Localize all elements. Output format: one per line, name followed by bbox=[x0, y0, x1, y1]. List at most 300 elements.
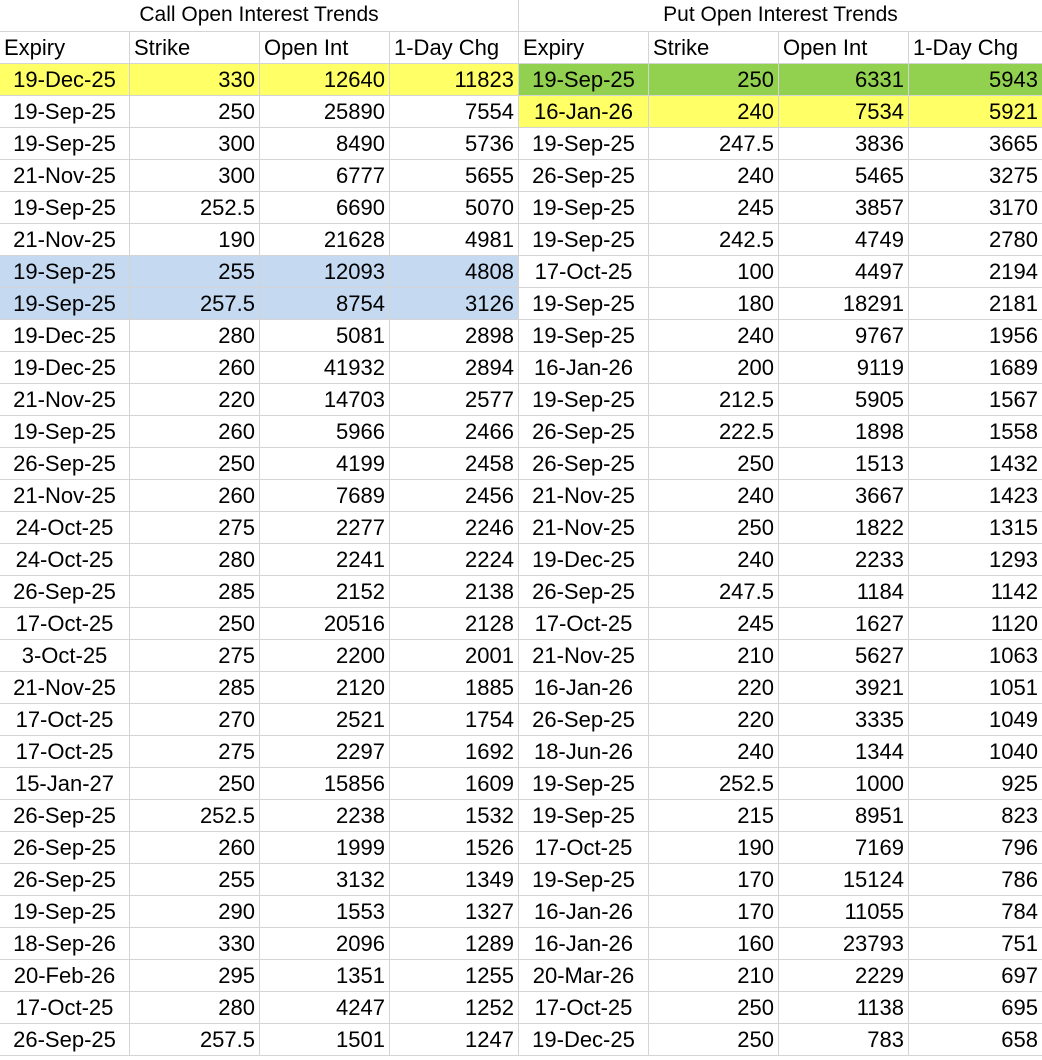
call-cell-expiry[interactable]: 18-Sep-26 bbox=[0, 928, 130, 960]
call-cell-strike[interactable]: 300 bbox=[130, 128, 260, 160]
call-cell-open-int[interactable]: 8754 bbox=[260, 288, 390, 320]
call-table-row bbox=[0, 512, 519, 544]
put-cell-chg[interactable]: 1423 bbox=[909, 480, 1042, 512]
call-cell-chg[interactable]: 1289 bbox=[390, 928, 519, 960]
call-cell-open-int[interactable]: 1553 bbox=[260, 896, 390, 928]
put-table-row bbox=[519, 736, 1042, 768]
call-cell-chg[interactable]: 2001 bbox=[390, 640, 519, 672]
put-cell-expiry[interactable]: 19-Sep-25 bbox=[519, 864, 649, 896]
call-cell-expiry[interactable]: 26-Sep-25 bbox=[0, 832, 130, 864]
put-cell-strike[interactable]: 250 bbox=[649, 512, 779, 544]
put-cell-open-int[interactable]: 9767 bbox=[779, 320, 909, 352]
call-cell-strike[interactable]: 220 bbox=[130, 384, 260, 416]
put-cell-strike[interactable]: 250 bbox=[649, 64, 779, 96]
put-cell-chg[interactable]: 1051 bbox=[909, 672, 1042, 704]
call-cell-open-int[interactable]: 1351 bbox=[260, 960, 390, 992]
call-cell-expiry[interactable]: 19-Sep-25 bbox=[0, 416, 130, 448]
put-cell-chg[interactable]: 2780 bbox=[909, 224, 1042, 256]
put-cell-expiry[interactable]: 21-Nov-25 bbox=[519, 512, 649, 544]
put-cell-expiry[interactable]: 19-Sep-25 bbox=[519, 64, 649, 96]
put-cell-open-int[interactable]: 3335 bbox=[779, 704, 909, 736]
call-cell-open-int[interactable]: 4247 bbox=[260, 992, 390, 1024]
call-cell-strike[interactable]: 270 bbox=[130, 704, 260, 736]
call-cell-expiry[interactable]: 19-Dec-25 bbox=[0, 352, 130, 384]
call-cell-strike[interactable]: 260 bbox=[130, 480, 260, 512]
call-cell-strike[interactable]: 330 bbox=[130, 928, 260, 960]
call-cell-open-int[interactable]: 12093 bbox=[260, 256, 390, 288]
put-cell-open-int[interactable]: 11055 bbox=[779, 896, 909, 928]
call-header-strike[interactable]: Strike bbox=[130, 32, 260, 64]
put-table-body bbox=[519, 64, 1042, 1056]
call-cell-expiry[interactable]: 3-Oct-25 bbox=[0, 640, 130, 672]
call-cell-open-int[interactable]: 5966 bbox=[260, 416, 390, 448]
put-cell-chg[interactable]: 2194 bbox=[909, 256, 1042, 288]
put-cell-open-int[interactable]: 5627 bbox=[779, 640, 909, 672]
put-table-row bbox=[519, 896, 1042, 928]
put-cell-chg[interactable]: 925 bbox=[909, 768, 1042, 800]
put-table-row bbox=[519, 192, 1042, 224]
call-cell-strike[interactable]: 275 bbox=[130, 640, 260, 672]
call-table bbox=[0, 32, 519, 1056]
call-cell-expiry[interactable]: 19-Sep-25 bbox=[0, 96, 130, 128]
put-header-expiry[interactable]: Expiry bbox=[519, 32, 649, 64]
put-table bbox=[519, 32, 1042, 1056]
call-cell-expiry[interactable]: 15-Jan-27 bbox=[0, 768, 130, 800]
put-cell-expiry[interactable]: 19-Dec-25 bbox=[519, 1024, 649, 1056]
put-cell-strike[interactable]: 247.5 bbox=[649, 576, 779, 608]
put-cell-open-int[interactable]: 7169 bbox=[779, 832, 909, 864]
put-cell-expiry[interactable]: 26-Sep-25 bbox=[519, 448, 649, 480]
call-cell-open-int[interactable]: 2297 bbox=[260, 736, 390, 768]
call-cell-chg[interactable]: 7554 bbox=[390, 96, 519, 128]
put-cell-open-int[interactable]: 9119 bbox=[779, 352, 909, 384]
call-cell-open-int[interactable]: 2241 bbox=[260, 544, 390, 576]
call-table-row bbox=[0, 544, 519, 576]
put-cell-strike[interactable]: 210 bbox=[649, 960, 779, 992]
put-cell-strike[interactable]: 222.5 bbox=[649, 416, 779, 448]
call-cell-strike[interactable]: 190 bbox=[130, 224, 260, 256]
call-cell-chg[interactable]: 11823 bbox=[390, 64, 519, 96]
put-cell-open-int[interactable]: 783 bbox=[779, 1024, 909, 1056]
call-cell-chg[interactable]: 1609 bbox=[390, 768, 519, 800]
call-cell-chg[interactable]: 4808 bbox=[390, 256, 519, 288]
call-table-row bbox=[0, 800, 519, 832]
call-cell-expiry[interactable]: 19-Sep-25 bbox=[0, 896, 130, 928]
call-cell-chg[interactable]: 1692 bbox=[390, 736, 519, 768]
put-cell-expiry[interactable]: 17-Oct-25 bbox=[519, 256, 649, 288]
put-cell-chg[interactable]: 796 bbox=[909, 832, 1042, 864]
call-cell-open-int[interactable]: 2200 bbox=[260, 640, 390, 672]
put-cell-expiry[interactable]: 19-Sep-25 bbox=[519, 288, 649, 320]
put-cell-open-int[interactable]: 4749 bbox=[779, 224, 909, 256]
put-cell-open-int[interactable]: 1822 bbox=[779, 512, 909, 544]
call-table-row bbox=[0, 352, 519, 384]
put-table-row bbox=[519, 512, 1042, 544]
call-cell-expiry[interactable]: 19-Sep-25 bbox=[0, 128, 130, 160]
call-cell-expiry[interactable]: 19-Sep-25 bbox=[0, 256, 130, 288]
call-cell-strike[interactable]: 275 bbox=[130, 736, 260, 768]
put-cell-open-int[interactable]: 1627 bbox=[779, 608, 909, 640]
put-cell-open-int[interactable]: 15124 bbox=[779, 864, 909, 896]
call-cell-strike[interactable]: 250 bbox=[130, 608, 260, 640]
put-cell-open-int[interactable]: 2233 bbox=[779, 544, 909, 576]
put-cell-expiry[interactable]: 17-Oct-25 bbox=[519, 992, 649, 1024]
call-cell-strike[interactable]: 250 bbox=[130, 96, 260, 128]
put-table-title[interactable]: Put Open Interest Trends bbox=[519, 0, 1042, 32]
call-cell-expiry[interactable]: 26-Sep-25 bbox=[0, 864, 130, 896]
call-cell-open-int[interactable]: 7689 bbox=[260, 480, 390, 512]
put-cell-chg[interactable]: 1567 bbox=[909, 384, 1042, 416]
call-cell-chg[interactable]: 2466 bbox=[390, 416, 519, 448]
call-cell-open-int[interactable]: 6690 bbox=[260, 192, 390, 224]
call-cell-strike[interactable]: 285 bbox=[130, 672, 260, 704]
call-cell-chg[interactable]: 1255 bbox=[390, 960, 519, 992]
put-cell-chg[interactable]: 1049 bbox=[909, 704, 1042, 736]
call-cell-expiry[interactable]: 26-Sep-25 bbox=[0, 800, 130, 832]
put-cell-strike[interactable]: 240 bbox=[649, 544, 779, 576]
call-cell-chg[interactable]: 2577 bbox=[390, 384, 519, 416]
put-cell-strike[interactable]: 220 bbox=[649, 704, 779, 736]
call-cell-strike[interactable]: 295 bbox=[130, 960, 260, 992]
put-cell-strike[interactable]: 242.5 bbox=[649, 224, 779, 256]
call-table-row bbox=[0, 96, 519, 128]
call-cell-strike[interactable]: 257.5 bbox=[130, 1024, 260, 1056]
call-cell-open-int[interactable]: 2521 bbox=[260, 704, 390, 736]
put-cell-strike[interactable]: 240 bbox=[649, 96, 779, 128]
put-cell-open-int[interactable]: 5465 bbox=[779, 160, 909, 192]
put-cell-strike[interactable]: 220 bbox=[649, 672, 779, 704]
put-cell-chg[interactable]: 5943 bbox=[909, 64, 1042, 96]
call-cell-open-int[interactable]: 6777 bbox=[260, 160, 390, 192]
call-cell-expiry[interactable]: 19-Dec-25 bbox=[0, 64, 130, 96]
call-table-row bbox=[0, 672, 519, 704]
call-cell-strike[interactable]: 300 bbox=[130, 160, 260, 192]
call-cell-chg[interactable]: 2894 bbox=[390, 352, 519, 384]
put-cell-strike[interactable]: 180 bbox=[649, 288, 779, 320]
put-cell-strike[interactable]: 160 bbox=[649, 928, 779, 960]
call-table-row bbox=[0, 576, 519, 608]
call-header-expiry[interactable]: Expiry bbox=[0, 32, 130, 64]
call-table-row bbox=[0, 736, 519, 768]
put-cell-chg[interactable]: 3275 bbox=[909, 160, 1042, 192]
call-cell-expiry[interactable]: 17-Oct-25 bbox=[0, 736, 130, 768]
call-table-row bbox=[0, 64, 519, 96]
call-cell-chg[interactable]: 1247 bbox=[390, 1024, 519, 1056]
put-cell-open-int[interactable]: 7534 bbox=[779, 96, 909, 128]
put-cell-chg[interactable]: 1040 bbox=[909, 736, 1042, 768]
put-cell-chg[interactable]: 1956 bbox=[909, 320, 1042, 352]
call-header-chg[interactable]: 1-Day Chg bbox=[390, 32, 519, 64]
put-cell-strike[interactable]: 210 bbox=[649, 640, 779, 672]
call-cell-chg[interactable]: 5736 bbox=[390, 128, 519, 160]
call-cell-expiry[interactable]: 24-Oct-25 bbox=[0, 512, 130, 544]
put-cell-strike[interactable]: 212.5 bbox=[649, 384, 779, 416]
put-table-row bbox=[519, 416, 1042, 448]
put-cell-expiry[interactable]: 21-Nov-25 bbox=[519, 480, 649, 512]
put-cell-strike[interactable]: 247.5 bbox=[649, 128, 779, 160]
put-cell-strike[interactable]: 240 bbox=[649, 320, 779, 352]
call-cell-strike[interactable]: 280 bbox=[130, 992, 260, 1024]
put-cell-chg[interactable]: 1142 bbox=[909, 576, 1042, 608]
put-cell-open-int[interactable]: 2229 bbox=[779, 960, 909, 992]
put-cell-strike[interactable]: 170 bbox=[649, 864, 779, 896]
call-cell-strike[interactable]: 250 bbox=[130, 448, 260, 480]
call-cell-expiry[interactable]: 17-Oct-25 bbox=[0, 608, 130, 640]
put-cell-expiry[interactable]: 20-Mar-26 bbox=[519, 960, 649, 992]
put-cell-open-int[interactable]: 18291 bbox=[779, 288, 909, 320]
call-cell-expiry[interactable]: 26-Sep-25 bbox=[0, 1024, 130, 1056]
call-table-row bbox=[0, 480, 519, 512]
call-table-row bbox=[0, 384, 519, 416]
put-cell-strike[interactable]: 240 bbox=[649, 480, 779, 512]
call-cell-open-int[interactable]: 3132 bbox=[260, 864, 390, 896]
call-table-row bbox=[0, 160, 519, 192]
call-cell-strike[interactable]: 257.5 bbox=[130, 288, 260, 320]
put-cell-strike[interactable]: 170 bbox=[649, 896, 779, 928]
put-cell-chg[interactable]: 784 bbox=[909, 896, 1042, 928]
call-cell-open-int[interactable]: 2096 bbox=[260, 928, 390, 960]
call-cell-expiry[interactable]: 17-Oct-25 bbox=[0, 992, 130, 1024]
call-cell-expiry[interactable]: 21-Nov-25 bbox=[0, 160, 130, 192]
put-cell-chg[interactable]: 658 bbox=[909, 1024, 1042, 1056]
call-cell-open-int[interactable]: 2120 bbox=[260, 672, 390, 704]
call-cell-chg[interactable]: 3126 bbox=[390, 288, 519, 320]
put-cell-strike[interactable]: 240 bbox=[649, 736, 779, 768]
call-cell-chg[interactable]: 1252 bbox=[390, 992, 519, 1024]
put-cell-open-int[interactable]: 1184 bbox=[779, 576, 909, 608]
put-cell-expiry[interactable]: 19-Sep-25 bbox=[519, 224, 649, 256]
put-cell-chg[interactable]: 2181 bbox=[909, 288, 1042, 320]
put-cell-strike[interactable]: 245 bbox=[649, 608, 779, 640]
call-cell-chg[interactable]: 2246 bbox=[390, 512, 519, 544]
call-cell-open-int[interactable]: 4199 bbox=[260, 448, 390, 480]
put-cell-strike[interactable]: 240 bbox=[649, 160, 779, 192]
put-table-row bbox=[519, 576, 1042, 608]
call-cell-chg[interactable]: 2456 bbox=[390, 480, 519, 512]
call-cell-expiry[interactable]: 19-Dec-25 bbox=[0, 320, 130, 352]
put-cell-open-int[interactable]: 3857 bbox=[779, 192, 909, 224]
call-cell-open-int[interactable]: 41932 bbox=[260, 352, 390, 384]
put-cell-strike[interactable]: 250 bbox=[649, 992, 779, 1024]
call-cell-chg[interactable]: 1349 bbox=[390, 864, 519, 896]
call-table-row bbox=[0, 640, 519, 672]
call-cell-expiry[interactable]: 26-Sep-25 bbox=[0, 576, 130, 608]
call-cell-chg[interactable]: 1526 bbox=[390, 832, 519, 864]
call-cell-chg[interactable]: 2898 bbox=[390, 320, 519, 352]
put-cell-chg[interactable]: 1063 bbox=[909, 640, 1042, 672]
call-cell-chg[interactable]: 1754 bbox=[390, 704, 519, 736]
call-cell-open-int[interactable]: 12640 bbox=[260, 64, 390, 96]
put-cell-open-int[interactable]: 3836 bbox=[779, 128, 909, 160]
call-cell-open-int[interactable]: 2152 bbox=[260, 576, 390, 608]
put-cell-expiry[interactable]: 19-Sep-25 bbox=[519, 320, 649, 352]
put-table-row bbox=[519, 768, 1042, 800]
call-cell-chg[interactable]: 2458 bbox=[390, 448, 519, 480]
call-cell-open-int[interactable]: 25890 bbox=[260, 96, 390, 128]
put-cell-open-int[interactable]: 1898 bbox=[779, 416, 909, 448]
call-cell-chg[interactable]: 2224 bbox=[390, 544, 519, 576]
call-cell-open-int[interactable]: 21628 bbox=[260, 224, 390, 256]
call-table-title[interactable]: Call Open Interest Trends bbox=[0, 0, 519, 32]
call-cell-chg[interactable]: 1327 bbox=[390, 896, 519, 928]
put-cell-expiry[interactable]: 16-Jan-26 bbox=[519, 928, 649, 960]
put-table-row bbox=[519, 320, 1042, 352]
call-cell-open-int[interactable]: 20516 bbox=[260, 608, 390, 640]
call-table-row bbox=[0, 896, 519, 928]
put-cell-strike[interactable]: 200 bbox=[649, 352, 779, 384]
call-cell-chg[interactable]: 1532 bbox=[390, 800, 519, 832]
put-cell-chg[interactable]: 786 bbox=[909, 864, 1042, 896]
put-cell-open-int[interactable]: 1344 bbox=[779, 736, 909, 768]
call-cell-expiry[interactable]: 19-Sep-25 bbox=[0, 192, 130, 224]
put-cell-expiry[interactable]: 18-Jun-26 bbox=[519, 736, 649, 768]
call-table-row bbox=[0, 768, 519, 800]
put-table-row bbox=[519, 448, 1042, 480]
put-cell-chg[interactable]: 1689 bbox=[909, 352, 1042, 384]
call-cell-open-int[interactable]: 2277 bbox=[260, 512, 390, 544]
put-table-row bbox=[519, 992, 1042, 1024]
call-cell-strike[interactable]: 330 bbox=[130, 64, 260, 96]
call-cell-chg[interactable]: 2128 bbox=[390, 608, 519, 640]
put-cell-strike[interactable]: 245 bbox=[649, 192, 779, 224]
put-cell-strike[interactable]: 252.5 bbox=[649, 768, 779, 800]
put-cell-expiry[interactable]: 17-Oct-25 bbox=[519, 608, 649, 640]
put-cell-expiry[interactable]: 21-Nov-25 bbox=[519, 640, 649, 672]
put-cell-chg[interactable]: 3665 bbox=[909, 128, 1042, 160]
put-table-row bbox=[519, 64, 1042, 96]
call-cell-strike[interactable]: 275 bbox=[130, 512, 260, 544]
call-table-row bbox=[0, 192, 519, 224]
put-cell-strike[interactable]: 250 bbox=[649, 1024, 779, 1056]
put-table-row bbox=[519, 832, 1042, 864]
put-cell-open-int[interactable]: 1000 bbox=[779, 768, 909, 800]
put-cell-chg[interactable]: 823 bbox=[909, 800, 1042, 832]
call-cell-open-int[interactable]: 1999 bbox=[260, 832, 390, 864]
call-table-row bbox=[0, 992, 519, 1024]
put-table-row bbox=[519, 672, 1042, 704]
call-cell-strike[interactable]: 280 bbox=[130, 544, 260, 576]
call-table-row bbox=[0, 256, 519, 288]
put-header-chg[interactable]: 1-Day Chg bbox=[909, 32, 1042, 64]
call-cell-chg[interactable]: 4981 bbox=[390, 224, 519, 256]
call-cell-strike[interactable]: 280 bbox=[130, 320, 260, 352]
call-cell-expiry[interactable]: 21-Nov-25 bbox=[0, 480, 130, 512]
call-cell-open-int[interactable]: 1501 bbox=[260, 1024, 390, 1056]
call-cell-strike[interactable]: 260 bbox=[130, 832, 260, 864]
call-cell-strike[interactable]: 255 bbox=[130, 864, 260, 896]
put-cell-expiry[interactable]: 19-Sep-25 bbox=[519, 800, 649, 832]
put-cell-expiry[interactable]: 17-Oct-25 bbox=[519, 832, 649, 864]
put-cell-chg[interactable]: 5921 bbox=[909, 96, 1042, 128]
put-cell-open-int[interactable]: 4497 bbox=[779, 256, 909, 288]
call-cell-expiry[interactable]: 21-Nov-25 bbox=[0, 384, 130, 416]
put-cell-strike[interactable]: 190 bbox=[649, 832, 779, 864]
call-cell-open-int[interactable]: 5081 bbox=[260, 320, 390, 352]
put-cell-chg[interactable]: 3170 bbox=[909, 192, 1042, 224]
put-cell-chg[interactable]: 697 bbox=[909, 960, 1042, 992]
call-cell-strike[interactable]: 260 bbox=[130, 416, 260, 448]
call-cell-expiry[interactable]: 21-Nov-25 bbox=[0, 224, 130, 256]
put-cell-expiry[interactable]: 19-Sep-25 bbox=[519, 384, 649, 416]
put-cell-expiry[interactable]: 26-Sep-25 bbox=[519, 576, 649, 608]
put-cell-expiry[interactable]: 16-Jan-26 bbox=[519, 672, 649, 704]
put-cell-expiry[interactable]: 16-Jan-26 bbox=[519, 896, 649, 928]
put-header-open-int[interactable]: Open Int bbox=[779, 32, 909, 64]
put-cell-expiry[interactable]: 26-Sep-25 bbox=[519, 416, 649, 448]
put-cell-open-int[interactable]: 3921 bbox=[779, 672, 909, 704]
put-cell-expiry[interactable]: 16-Jan-26 bbox=[519, 96, 649, 128]
call-cell-open-int[interactable]: 2238 bbox=[260, 800, 390, 832]
put-table-row bbox=[519, 160, 1042, 192]
put-header-strike[interactable]: Strike bbox=[649, 32, 779, 64]
call-cell-expiry[interactable]: 20-Feb-26 bbox=[0, 960, 130, 992]
put-cell-chg[interactable]: 1315 bbox=[909, 512, 1042, 544]
call-cell-strike[interactable]: 252.5 bbox=[130, 192, 260, 224]
put-cell-expiry[interactable]: 26-Sep-25 bbox=[519, 704, 649, 736]
put-cell-open-int[interactable]: 5905 bbox=[779, 384, 909, 416]
put-cell-expiry[interactable]: 19-Dec-25 bbox=[519, 544, 649, 576]
put-cell-open-int[interactable]: 1513 bbox=[779, 448, 909, 480]
call-cell-expiry[interactable]: 26-Sep-25 bbox=[0, 448, 130, 480]
call-cell-chg[interactable]: 5070 bbox=[390, 192, 519, 224]
call-table-body bbox=[0, 64, 519, 1056]
put-table-row bbox=[519, 864, 1042, 896]
call-table-row bbox=[0, 864, 519, 896]
call-cell-strike[interactable]: 252.5 bbox=[130, 800, 260, 832]
put-cell-expiry[interactable]: 26-Sep-25 bbox=[519, 160, 649, 192]
put-cell-expiry[interactable]: 19-Sep-25 bbox=[519, 128, 649, 160]
call-cell-chg[interactable]: 5655 bbox=[390, 160, 519, 192]
call-cell-strike[interactable]: 285 bbox=[130, 576, 260, 608]
put-cell-chg[interactable]: 1120 bbox=[909, 608, 1042, 640]
call-cell-open-int[interactable]: 8490 bbox=[260, 128, 390, 160]
put-cell-strike[interactable]: 100 bbox=[649, 256, 779, 288]
call-cell-strike[interactable]: 255 bbox=[130, 256, 260, 288]
put-cell-open-int[interactable]: 1138 bbox=[779, 992, 909, 1024]
call-table-row bbox=[0, 224, 519, 256]
call-cell-expiry[interactable]: 19-Sep-25 bbox=[0, 288, 130, 320]
call-cell-expiry[interactable]: 17-Oct-25 bbox=[0, 704, 130, 736]
put-cell-expiry[interactable]: 19-Sep-25 bbox=[519, 192, 649, 224]
call-cell-expiry[interactable]: 24-Oct-25 bbox=[0, 544, 130, 576]
put-cell-strike[interactable]: 215 bbox=[649, 800, 779, 832]
call-cell-strike[interactable]: 290 bbox=[130, 896, 260, 928]
call-cell-strike[interactable]: 260 bbox=[130, 352, 260, 384]
call-cell-strike[interactable]: 250 bbox=[130, 768, 260, 800]
put-cell-expiry[interactable]: 19-Sep-25 bbox=[519, 768, 649, 800]
call-table-row bbox=[0, 832, 519, 864]
call-table-row bbox=[0, 288, 519, 320]
call-cell-open-int[interactable]: 15856 bbox=[260, 768, 390, 800]
put-cell-open-int[interactable]: 6331 bbox=[779, 64, 909, 96]
put-cell-chg[interactable]: 695 bbox=[909, 992, 1042, 1024]
call-cell-expiry[interactable]: 21-Nov-25 bbox=[0, 672, 130, 704]
call-header-open-int[interactable]: Open Int bbox=[260, 32, 390, 64]
call-table-row bbox=[0, 608, 519, 640]
call-cell-chg[interactable]: 2138 bbox=[390, 576, 519, 608]
call-cell-chg[interactable]: 1885 bbox=[390, 672, 519, 704]
put-cell-expiry[interactable]: 16-Jan-26 bbox=[519, 352, 649, 384]
put-cell-chg[interactable]: 1432 bbox=[909, 448, 1042, 480]
put-cell-chg[interactable]: 1293 bbox=[909, 544, 1042, 576]
call-cell-open-int[interactable]: 14703 bbox=[260, 384, 390, 416]
put-cell-open-int[interactable]: 23793 bbox=[779, 928, 909, 960]
put-cell-open-int[interactable]: 3667 bbox=[779, 480, 909, 512]
put-cell-open-int[interactable]: 8951 bbox=[779, 800, 909, 832]
put-cell-chg[interactable]: 1558 bbox=[909, 416, 1042, 448]
put-cell-strike[interactable]: 250 bbox=[649, 448, 779, 480]
put-cell-chg[interactable]: 751 bbox=[909, 928, 1042, 960]
